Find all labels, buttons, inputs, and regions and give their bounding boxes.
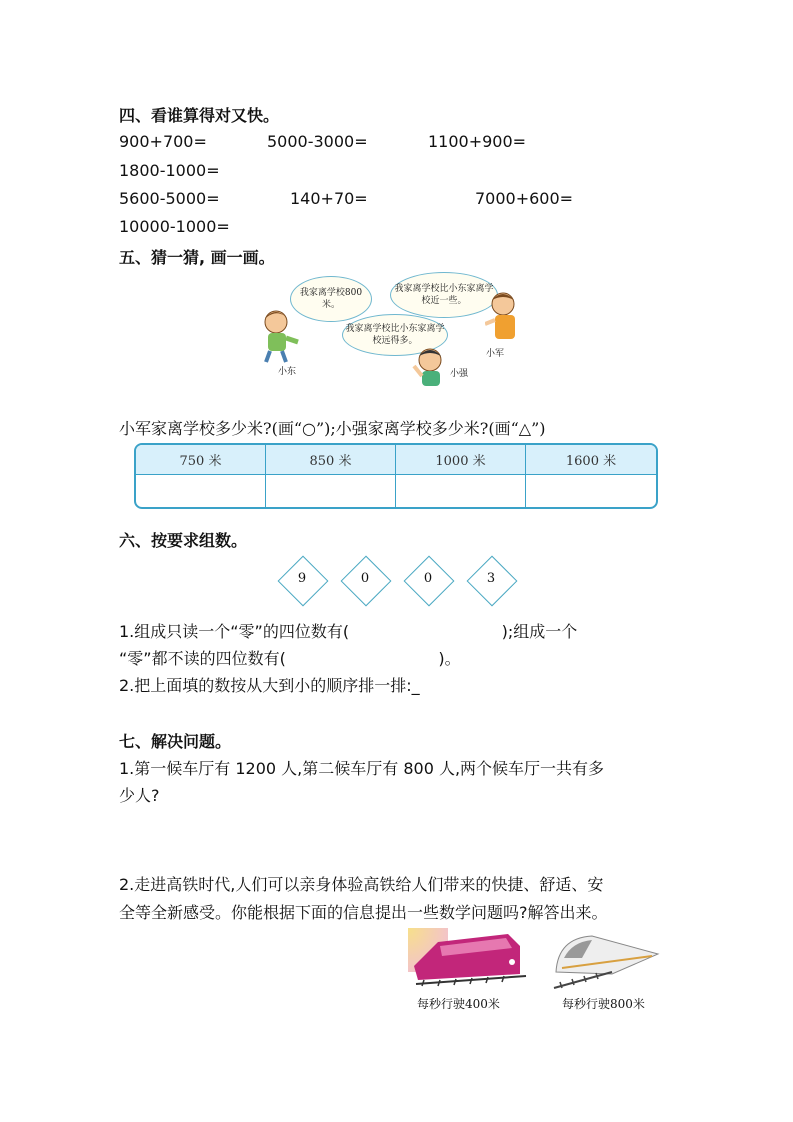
name-label: 小强 [450, 369, 469, 379]
answer-cell[interactable] [136, 475, 266, 507]
name-label: 小东 [278, 367, 297, 377]
answer-cell[interactable] [396, 475, 526, 507]
section4-title: 四、看谁算得对又快。 [119, 106, 280, 125]
digit-value: 3 [486, 571, 496, 586]
speech-bubble: 我家离学校800米。 [290, 276, 372, 322]
section5-question: 小军家离学校多少米?(画“○”);小强家离学校多少米?(画“△”) [119, 419, 546, 438]
train-caption: 每秒行驶400米 [417, 997, 500, 1011]
table-header-cell: 1600 米 [526, 445, 656, 475]
equation: 10000-1000= [119, 217, 230, 236]
section6-title: 六、按要求组数。 [119, 531, 248, 550]
red-train-icon [408, 928, 528, 990]
equation: 5000-3000= [267, 132, 368, 151]
section6-q1-line1: 1.组成只读一个“零”的四位数有( );组成一个 [119, 622, 578, 641]
equation: 900+700= [119, 132, 207, 151]
speech-bubble: 我家离学校比小东家离学校远得多。 [342, 314, 448, 356]
table-header-cell: 750 米 [136, 445, 266, 475]
equation: 5600-5000= [119, 189, 220, 208]
section6-q1-line2: “零”都不读的四位数有( )。 [119, 649, 461, 668]
problem1-line2: 少人? [119, 786, 160, 805]
equation: 7000+600= [475, 189, 574, 208]
equation: 1100+900= [428, 132, 527, 151]
section5-title: 五、猜一猜, 画一画。 [119, 248, 275, 267]
problem2-line1: 2.走进高铁时代,人们可以亲身体验高铁给人们带来的快捷、舒适、安 [119, 875, 604, 894]
digit-value: 9 [297, 571, 307, 586]
table-header-cell: 850 米 [266, 445, 396, 475]
name-label: 小军 [486, 349, 505, 359]
high-speed-train-icon [552, 928, 662, 990]
train-caption: 每秒行驶800米 [562, 997, 645, 1011]
boy-xiaoqiang-icon [410, 346, 450, 386]
section7-title: 七、解决问题。 [119, 732, 232, 751]
section6-q2: 2.把上面填的数按从大到小的顺序排一排:_ [119, 676, 420, 695]
answer-cell[interactable] [266, 475, 396, 507]
problem1-line1: 1.第一候车厅有 1200 人,第二候车厅有 800 人,两个候车厅一共有多 [119, 759, 605, 778]
digit-value: 0 [360, 571, 370, 586]
kids-illustration [260, 268, 520, 383]
boy-xiaodong-icon [260, 308, 300, 363]
speech-bubble: 我家离学校比小东家离学校近一些。 [390, 272, 498, 318]
answer-cell[interactable] [526, 475, 656, 507]
table-header-cell: 1000 米 [396, 445, 526, 475]
problem2-line2: 全等全新感受。你能根据下面的信息提出一些数学问题吗?解答出来。 [119, 903, 608, 922]
distance-table [134, 443, 658, 509]
equation: 140+70= [290, 189, 368, 208]
digit-value: 0 [423, 571, 433, 586]
equation: 1800-1000= [119, 161, 220, 180]
boy-xiaojun-icon [485, 290, 520, 345]
